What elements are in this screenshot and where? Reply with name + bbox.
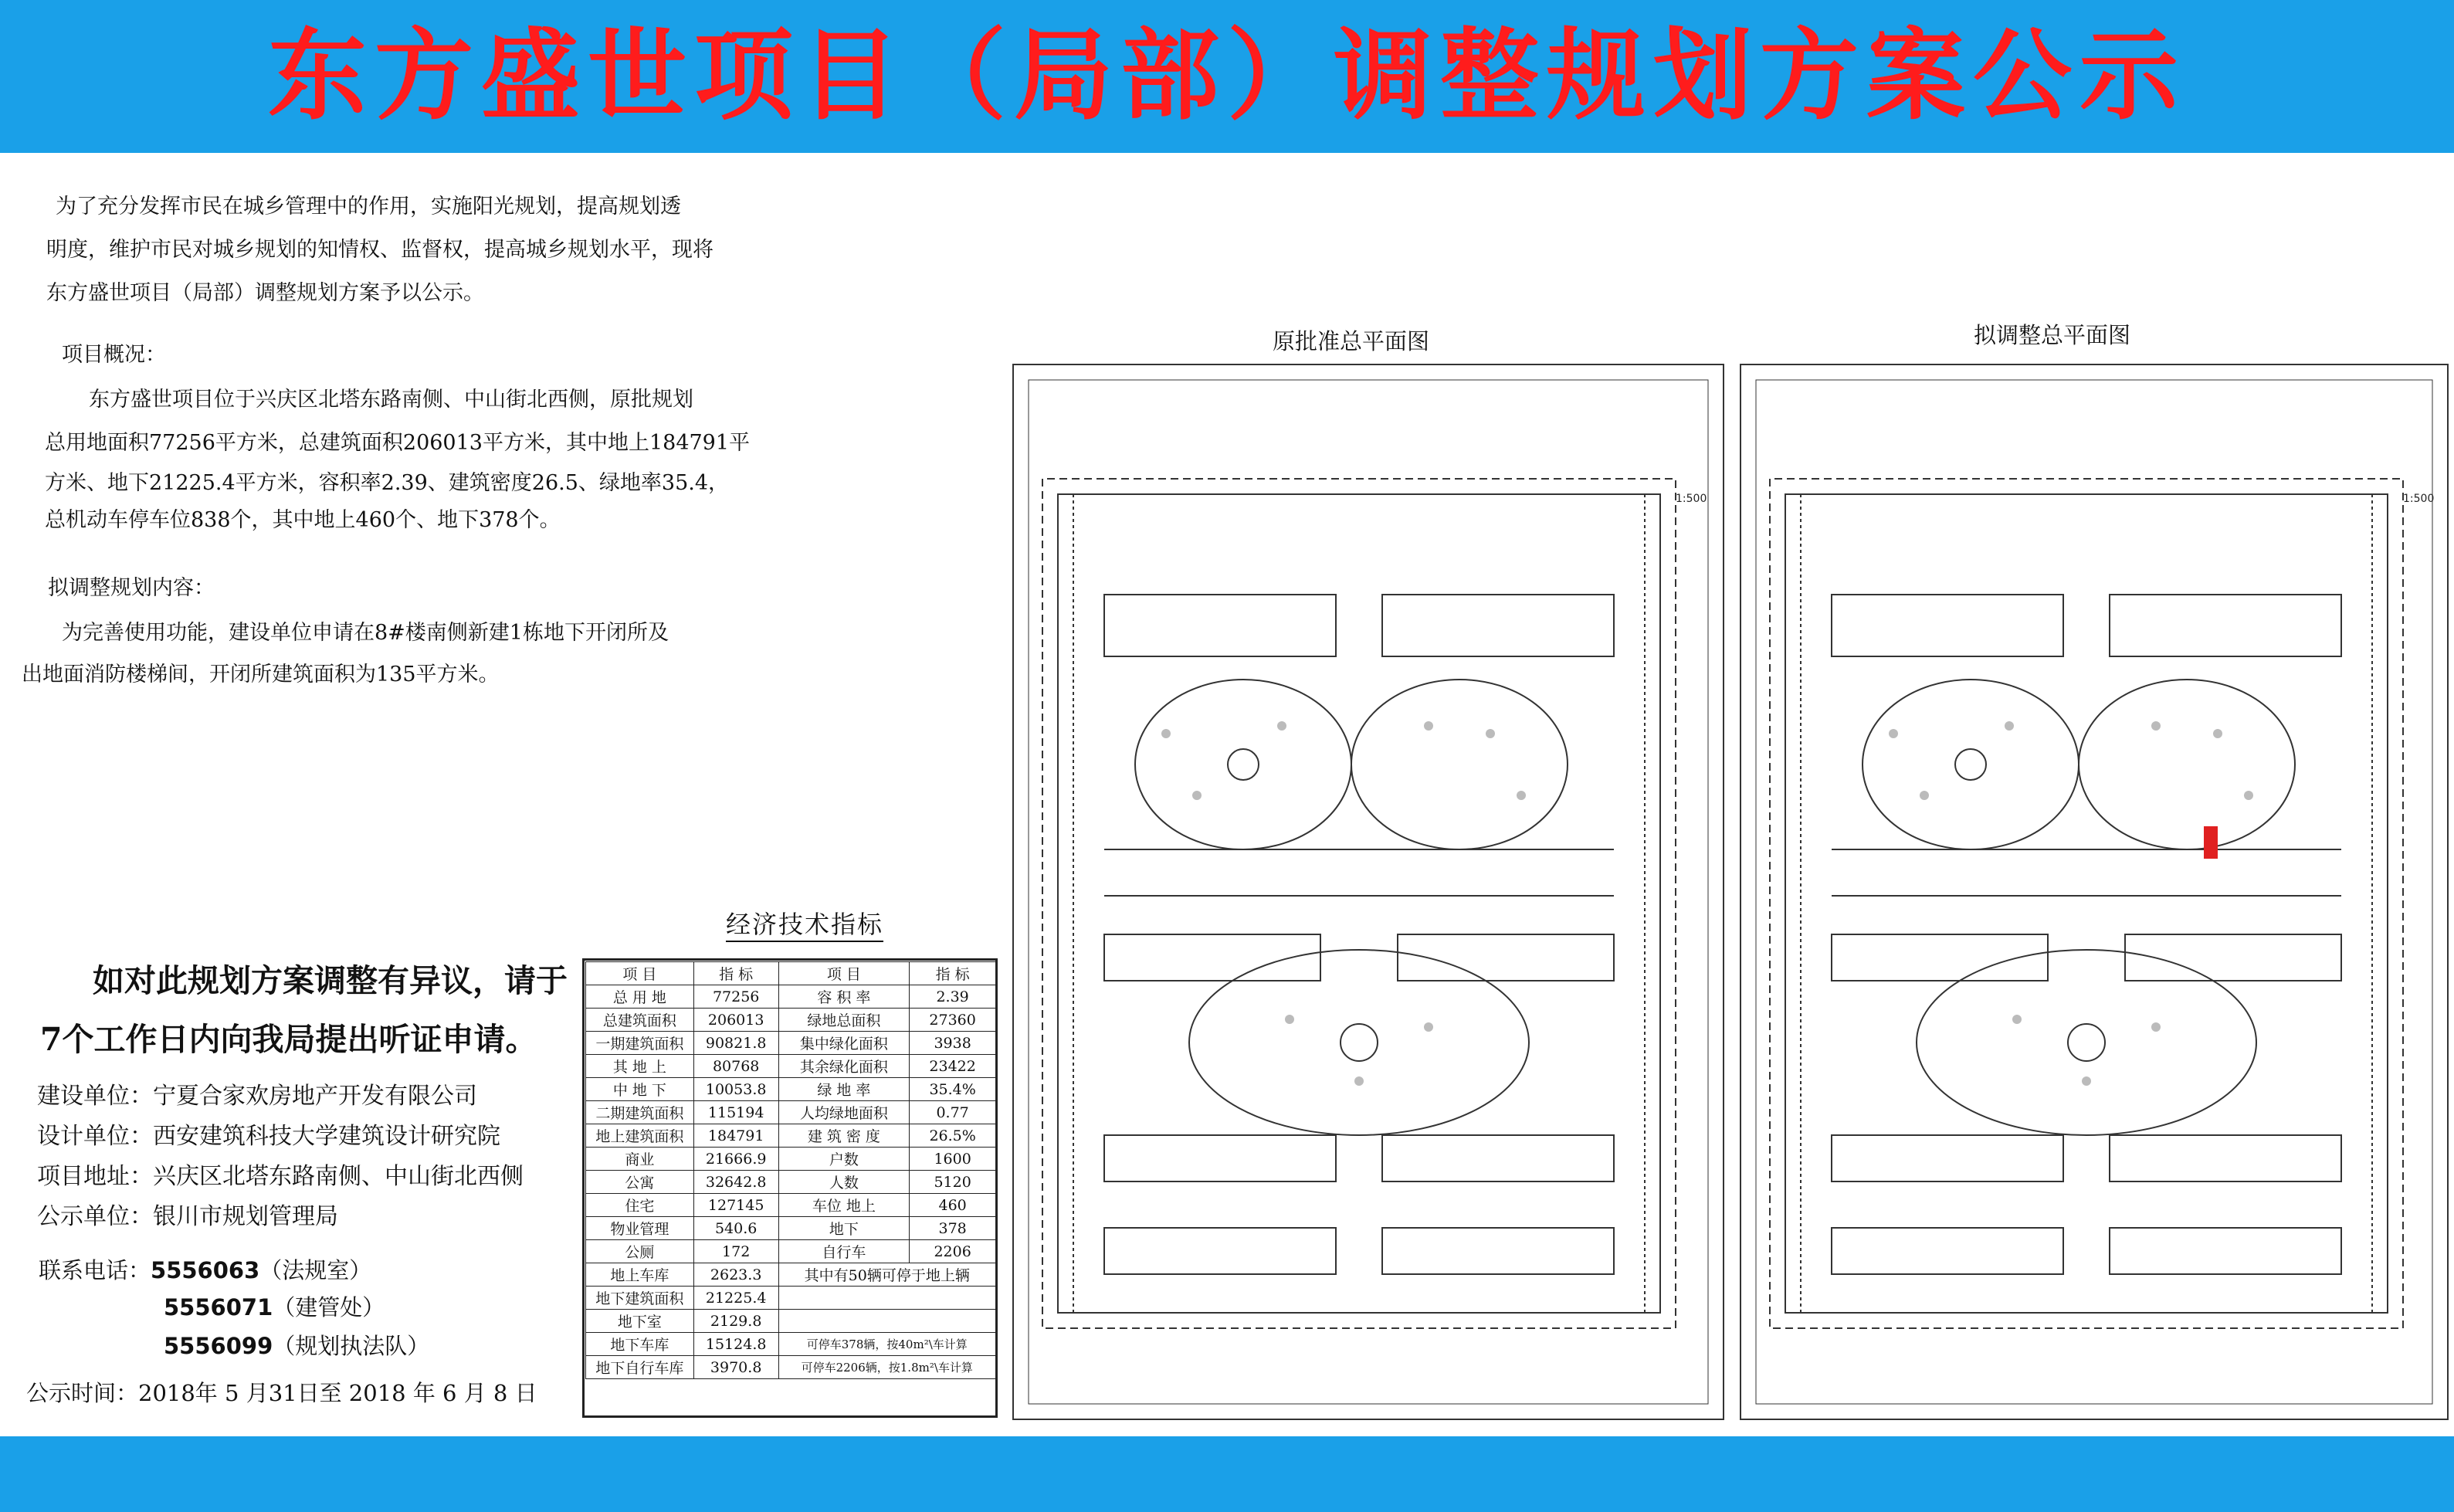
- contact-phones: [39, 1251, 371, 1290]
- table-cell: 其余绿化面积: [778, 1055, 910, 1078]
- table-cell: 0.77: [910, 1101, 996, 1124]
- table-cell: 2206: [910, 1240, 996, 1263]
- table-header-cell: 指 标: [693, 962, 778, 985]
- table-cell: 32642.8: [693, 1171, 778, 1194]
- objection-line-1: 如对此规划方案调整有异议，请于: [93, 962, 568, 999]
- table-cell: 3938: [910, 1032, 996, 1055]
- table-cell: 其 地 上: [586, 1055, 694, 1078]
- table-cell: 10053.8: [693, 1078, 778, 1101]
- table-row: [586, 1217, 996, 1240]
- intro-line-2: 明度，维护市民对城乡规划的知情权、监督权，提高城乡规划水平，现将: [46, 238, 713, 262]
- table-row: [586, 1310, 996, 1333]
- adjusted-plan-scale: 1:500: [2403, 493, 2435, 505]
- table-cell: 460: [910, 1194, 996, 1217]
- table-cell: 商业: [586, 1148, 694, 1171]
- adjustment-heading: 拟调整规划内容：: [48, 576, 215, 600]
- table-header-cell: 指 标: [910, 962, 996, 985]
- table-cell: 184791: [693, 1124, 778, 1148]
- address-info: 项目地址：兴庆区北塔东路南侧、中山街北西侧: [37, 1163, 524, 1190]
- economic-table-title: 经济技术指标: [726, 905, 883, 941]
- table-cell: 77256: [693, 985, 778, 1009]
- table-cell: 地下建筑面积: [586, 1287, 694, 1310]
- table-cell: 地下室: [586, 1310, 694, 1333]
- table-row: [586, 1356, 996, 1379]
- table-header-row: [586, 962, 996, 985]
- table-cell: 206013: [693, 1009, 778, 1032]
- table-cell: 公厕: [586, 1240, 694, 1263]
- table-row: [586, 1124, 996, 1148]
- table-cell: 21666.9: [693, 1148, 778, 1171]
- table-cell: [778, 1287, 995, 1310]
- phone-dept: （法规室）: [259, 1257, 372, 1283]
- adjustment-line-2: 出地面消防楼梯间，开闭所建筑面积为135平方米。: [22, 663, 500, 687]
- table-cell: 21225.4: [693, 1287, 778, 1310]
- original-plan-scale: 1:500: [1676, 493, 1707, 505]
- new-substation-highlight: [2204, 826, 2218, 859]
- table-cell: 自行车: [778, 1240, 910, 1263]
- table-cell: 绿地总面积: [778, 1009, 910, 1032]
- adjusted-site-plan: [1739, 363, 2449, 1421]
- table-cell: 一期建筑面积: [586, 1032, 694, 1055]
- table-cell: 公寓: [586, 1171, 694, 1194]
- intro-line-3: 东方盛世项目（局部）调整规划方案予以公示。: [46, 281, 484, 305]
- adjusted-plan-title: 拟调整总平面图: [1974, 322, 2131, 348]
- table-cell: 3970.8: [693, 1356, 778, 1379]
- table-cell: 27360: [910, 1009, 996, 1032]
- table-header-cell: 项 目: [586, 962, 694, 985]
- table-row: [586, 1078, 996, 1101]
- overview-line-4: 总机动车停车位838个，其中地上460个、地下378个。: [45, 508, 561, 532]
- table-cell: 2129.8: [693, 1310, 778, 1333]
- table-header-cell: 项 目: [778, 962, 910, 985]
- table-row: [586, 1194, 996, 1217]
- table-cell: 115194: [693, 1101, 778, 1124]
- table-cell: 5120: [910, 1171, 996, 1194]
- table-cell: 127145: [693, 1194, 778, 1217]
- original-plan-title: 原批准总平面图: [1273, 328, 1430, 354]
- table-cell: 地下自行车库: [586, 1356, 694, 1379]
- table-row: [586, 1009, 996, 1032]
- publicity-period: 公示时间：2018年 5 月31日至 2018 年 6 月 8 日: [26, 1380, 537, 1406]
- table-cell: 总 用 地: [586, 985, 694, 1009]
- phone-dept: （规划执法队）: [273, 1333, 430, 1359]
- table-cell: 地下车库: [586, 1333, 694, 1356]
- table-cell: 地上车库: [586, 1263, 694, 1287]
- table-row: [586, 1333, 996, 1356]
- phone-number: 5556063: [151, 1257, 260, 1283]
- overview-heading: 项目概况：: [62, 343, 166, 367]
- table-cell: 可停车2206辆，按1.8m²\车计算: [778, 1356, 995, 1379]
- phone-number: 5556099: [164, 1333, 273, 1359]
- table-cell: 1600: [910, 1148, 996, 1171]
- table-cell: 物业管理: [586, 1217, 694, 1240]
- table-row: [586, 1032, 996, 1055]
- table-row: [586, 1171, 996, 1194]
- table-cell: 住宅: [586, 1194, 694, 1217]
- overview-line-3: 方米、地下21225.4平方米，容积率2.39、建筑密度26.5、绿地率35.4，: [45, 471, 730, 495]
- table-row: [586, 1240, 996, 1263]
- table-cell: 90821.8: [693, 1032, 778, 1055]
- table-cell: 23422: [910, 1055, 996, 1078]
- table-cell: 15124.8: [693, 1333, 778, 1356]
- table-cell: 地下: [778, 1217, 910, 1240]
- table-cell: 车位 地上: [778, 1194, 910, 1217]
- phone-number: 5556071: [164, 1294, 273, 1320]
- table-cell: 可停车378辆，按40m²\车计算: [778, 1333, 995, 1356]
- objection-line-2: 7个工作日内向我局提出听证申请。: [40, 1021, 537, 1058]
- table-row: [586, 1101, 996, 1124]
- publisher-info: 公示单位：银川市规划管理局: [37, 1203, 338, 1230]
- table-cell: 二期建筑面积: [586, 1101, 694, 1124]
- designer-info: 设计单位：西安建筑科技大学建筑设计研究院: [37, 1123, 500, 1150]
- table-cell: 540.6: [693, 1217, 778, 1240]
- table-cell: 378: [910, 1217, 996, 1240]
- table-row: [586, 985, 996, 1009]
- table-cell: 绿 地 率: [778, 1078, 910, 1101]
- table-cell: 26.5%: [910, 1124, 996, 1148]
- footer-band: [0, 1436, 2454, 1512]
- contact-label: 联系电话：: [39, 1257, 151, 1283]
- table-row: [586, 1055, 996, 1078]
- table-row: [586, 1263, 996, 1287]
- builder-info: 建设单位：宁夏合家欢房地产开发有限公司: [37, 1083, 477, 1110]
- table-cell: 中 地 下: [586, 1078, 694, 1101]
- table-cell: 其中有50辆可停于地上辆: [778, 1263, 995, 1287]
- overview-line-1: 东方盛世项目位于兴庆区北塔东路南侧、中山街北西侧，原批规划: [89, 388, 693, 412]
- table-cell: 35.4%: [910, 1078, 996, 1101]
- overview-line-2: 总用地面积77256平方米，总建筑面积206013平方米，其中地上184791平: [45, 431, 751, 455]
- table-cell: 80768: [693, 1055, 778, 1078]
- table-cell: 人数: [778, 1171, 910, 1194]
- contact-phone-3: [164, 1327, 429, 1365]
- table-cell: 人均绿地面积: [778, 1101, 910, 1124]
- table-cell: 户数: [778, 1148, 910, 1171]
- table-cell: 172: [693, 1240, 778, 1263]
- table-cell: 2623.3: [693, 1263, 778, 1287]
- original-site-plan: [1012, 363, 1725, 1421]
- table-cell: 地上建筑面积: [586, 1124, 694, 1148]
- table-cell: 集中绿化面积: [778, 1032, 910, 1055]
- table-cell: 容 积 率: [778, 985, 910, 1009]
- table-cell: 建 筑 密 度: [778, 1124, 910, 1148]
- table-cell: 总建筑面积: [586, 1009, 694, 1032]
- adjustment-line-1: 为完善使用功能，建设单位申请在8#楼南侧新建1栋地下开闭所及: [62, 621, 669, 645]
- table-row: [586, 1148, 996, 1171]
- economic-table: [585, 961, 996, 1379]
- phone-dept: （建管处）: [273, 1294, 385, 1320]
- page-title: 东方盛世项目（局部）调整规划方案公示: [267, 18, 2186, 134]
- table-row: [586, 1287, 996, 1310]
- table-cell: 2.39: [910, 985, 996, 1009]
- intro-line-1: 为了充分发挥市民在城乡管理中的作用，实施阳光规划，提高规划透: [56, 195, 681, 219]
- table-cell: [778, 1310, 995, 1333]
- contact-phone-2: [164, 1288, 385, 1327]
